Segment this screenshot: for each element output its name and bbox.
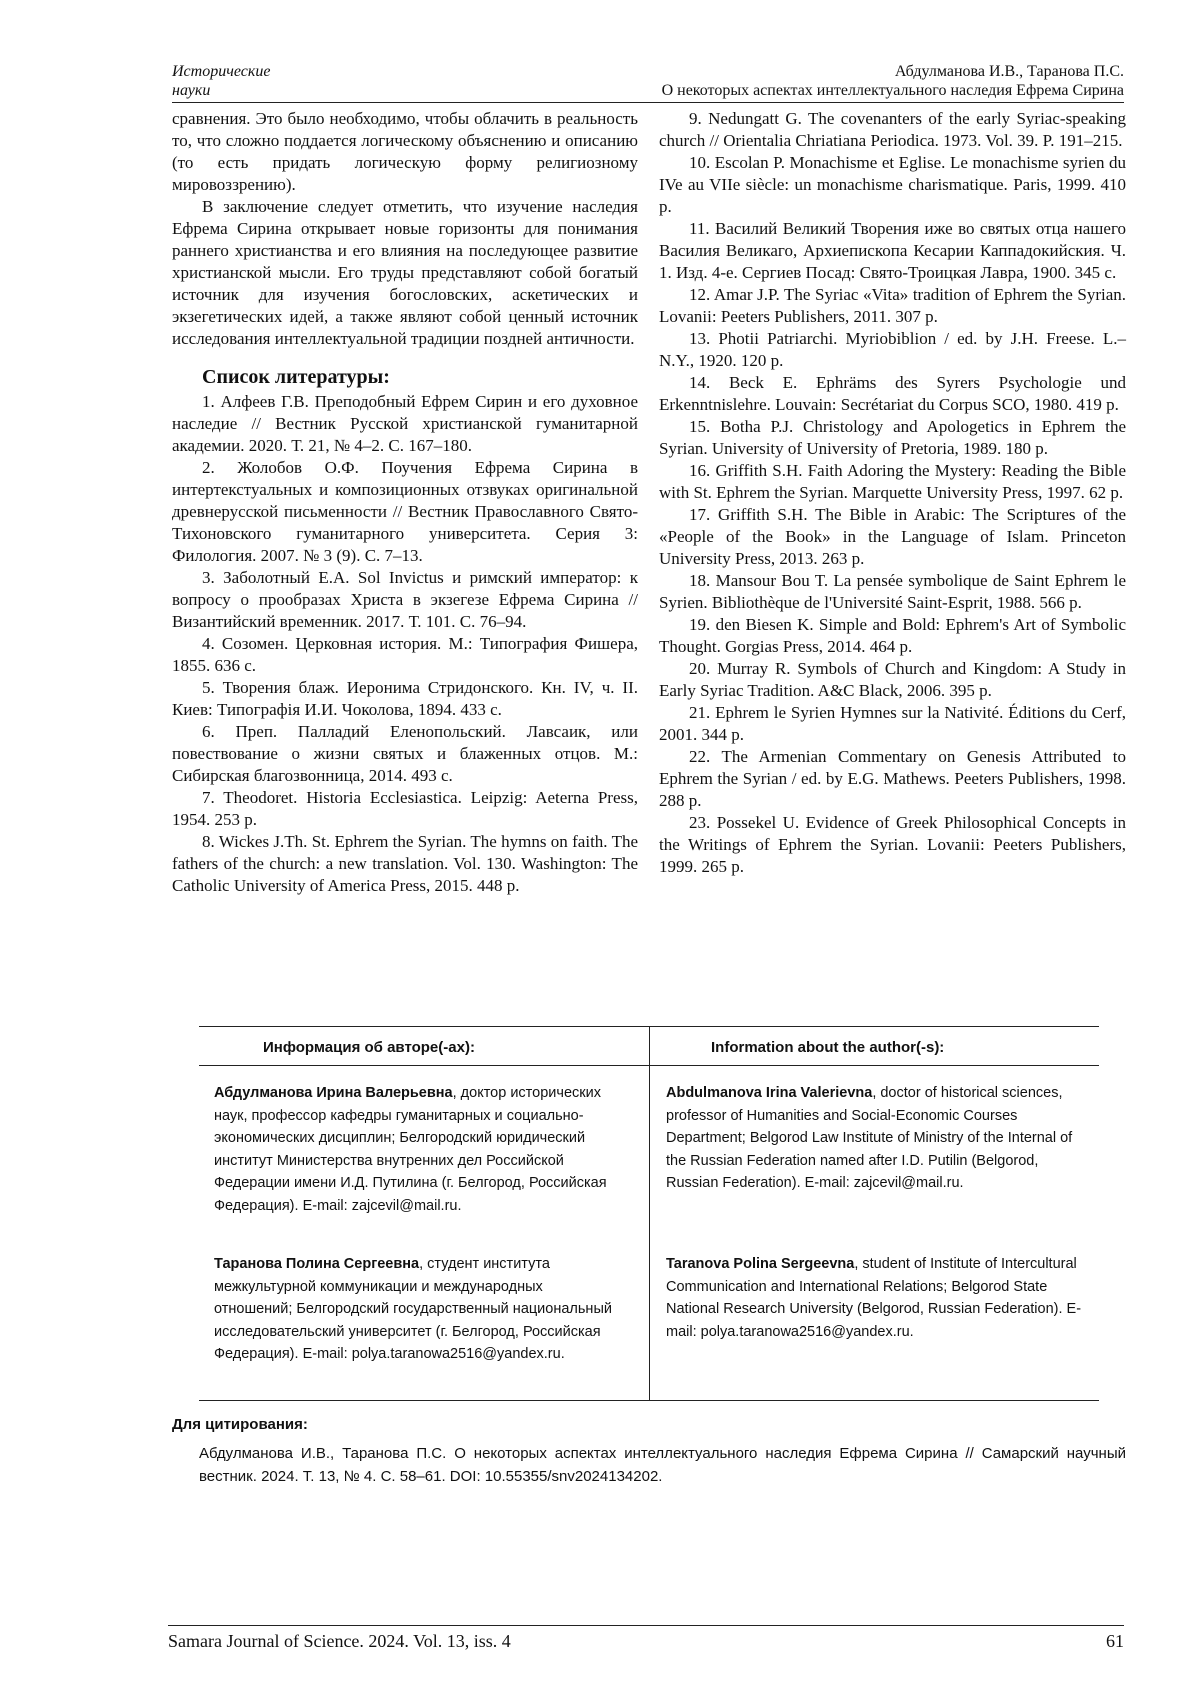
reference-item: 21. Ephrem le Syrien Hymnes sur la Nativité. Éditions du Cerf, 2001. 344 p.: [659, 702, 1126, 746]
body-paragraph: сравнения. Это было необходимо, чтобы облачить в реальность то, что сложно поддается логическому объяснению и описанию (то есть придать логическую форму религиозному мировоззрению).: [172, 108, 638, 196]
author-details: , доктор исторических наук, профессор кафедры гуманитарных и социально-экономических дисциплин; Белгородский юридический институт Министерства внутренних дел Российской Федерации имени И.Д. Путилина (г. Белгород, Российская Федерация). E-mail: zajcevil@mail.ru.: [214, 1085, 607, 1214]
reference-item: 18. Mansour Bou T. La pensée symbolique de Saint Ephrem le Syrien. Bibliothèque de l'Université Saint-Esprit, 1988. 566 p.: [659, 570, 1126, 614]
author-details: , student of Institute of Intercultural Communication and International Relations; Belgorod State National Research University (Belgorod, Russian Federation). E-mail: polya.taranowa2516@yandex.ru.: [666, 1256, 1081, 1340]
reference-item: 23. Possekel U. Evidence of Greek Philosophical Concepts in the Writings of Ephrem the Syrian. Lovanii: Peeters Publishers, 1999. 265 p.: [659, 812, 1126, 878]
reference-item: 5. Творения блаж. Иеронима Стридонского. Кн. IV, ч. II. Киев: Типографія И.И. Чоколова, 1894. 433 с.: [172, 677, 638, 721]
author-info-table: [199, 1026, 1099, 1401]
section-line-2: науки: [172, 81, 270, 100]
conclusion-paragraph: В заключение следует отметить, что изучение наследия Ефрема Сирина открывает новые горизонты для понимания раннего христианства и его влияния на последующее развитие христианской мысли. Его труды представляют собой богатый источник для изучения богословских, аскетических и экзегетических идей, а также являют собой ценный источник исследования интеллектуальной традиции поздней античности.: [172, 196, 638, 350]
table-column-divider: [649, 1027, 650, 1400]
author-details: , doctor of historical sciences, professor of Humanities and Social-Economic Courses Department; Belgorod Law Institute of Ministry of the Internal of the Russian Federation named after I.D. Putilin (Belgorod, Russian Federation). E-mail: zajcevil@mail.ru.: [666, 1085, 1072, 1191]
page-number: 61: [1106, 1631, 1124, 1652]
reference-item: 6. Преп. Палладий Еленопольский. Лавсаик, или повествование о жизни святых и блаженных отцов. М.: Сибирская благозвонница, 2014. 493 с.: [172, 721, 638, 787]
reference-item: 9. Nedungatt G. The covenanters of the early Syriac-speaking church // Orientalia Chriatiana Periodica. 1973. Vol. 39. P. 191–215.: [659, 108, 1126, 152]
reference-item: 11. Василий Великий Творения иже во святых отца нашего Василия Великаго, Архиепископа Кесарии Каппадокийския. Ч. 1. Изд. 4-е. Сергиев Посад: Свято-Троицкая Лавра, 1900. 345 с.: [659, 218, 1126, 284]
footer-journal: Samara Journal of Science. 2024. Vol. 13, iss. 4: [168, 1631, 511, 1652]
footer-divider: [168, 1625, 1124, 1626]
reference-item: 1. Алфеев Г.В. Преподобный Ефрем Сирин и его духовное наследие // Вестник Русской христианской гуманитарной академии. 2020. Т. 21, № 4–2. С. 167–180.: [172, 391, 638, 457]
left-column: [172, 108, 638, 897]
citation-text: Абдулманова И.В., Таранова П.С. О некоторых аспектах интеллектуального наследия Ефрема Сирина // Самарский научный вестник. 2024. Т. 13, № 4. С. 58–61. DOI: 10.55355/snv2024134202.: [199, 1442, 1126, 1488]
reference-item: 7. Theodoret. Historia Ecclesiastica. Leipzig: Aeterna Press, 1954. 253 p.: [172, 787, 638, 831]
running-header-section: [172, 62, 270, 100]
author-ru-2: [214, 1253, 614, 1366]
reference-item: 4. Созомен. Церковная история. М.: Типография Фишера, 1855. 636 с.: [172, 633, 638, 677]
reference-item: 14. Beck E. Ephräms des Syrers Psychologie und Erkenntnislehre. Louvain: Secrétariat du Corpus SCO, 1980. 419 p.: [659, 372, 1126, 416]
reference-item: 16. Griffith S.H. Faith Adoring the Mystery: Reading the Bible with St. Ephrem the Syrian. Marquette University Press, 1997. 62 p.: [659, 460, 1126, 504]
reference-item: 2. Жолобов О.Ф. Поучения Ефрема Сирина в интертекстуальных и композиционных отзвуках оригинальной древнерусской письменности // Вестник Православного Свято-Тихоновского гуманитарного университета. Серия 3: Филология. 2007. № 3 (9). С. 7–13.: [172, 457, 638, 567]
citation-heading: Для цитирования:: [172, 1416, 308, 1433]
author-name: Taranova Polina Sergeevna: [666, 1256, 854, 1272]
reference-item: 3. Заболотный Е.А. Sol Invictus и римский император: к вопросу о прообразах Христа в экзегезе Ефрема Сирина // Византийский временник. 2017. Т. 101. С. 76–94.: [172, 567, 638, 633]
references-heading: Список литературы:: [202, 365, 638, 389]
author-ru-1: [214, 1082, 614, 1217]
header-authors: Абдулманова И.В., Таранова П.С.: [662, 62, 1124, 81]
author-en-1: [666, 1082, 1086, 1195]
author-name: Abdulmanova Irina Valerievna: [666, 1085, 872, 1101]
table-header-divider: [199, 1065, 1099, 1066]
reference-item: 15. Botha P.J. Christology and Apologetics in Ephrem the Syrian. University of University of Pretoria, 1989. 180 p.: [659, 416, 1126, 460]
reference-item: 12. Amar J.P. The Syriac «Vita» tradition of Ephrem the Syrian. Lovanii: Peeters Publishers, 2011. 307 p.: [659, 284, 1126, 328]
reference-item: 20. Murray R. Symbols of Church and Kingdom: A Study in Early Syriac Tradition. A&C Black, 2006. 395 p.: [659, 658, 1126, 702]
journal-page: [0, 0, 1200, 1697]
header-article-title: О некоторых аспектах интеллектуального наследия Ефрема Сирина: [662, 81, 1124, 100]
author-info-heading-en: Information about the author(-s):: [711, 1037, 944, 1060]
author-name: Абдулманова Ирина Валерьевна: [214, 1085, 453, 1101]
reference-item: 17. Griffith S.H. The Bible in Arabic: The Scriptures of the «People of the Book» in the Language of Islam. Princeton University Press, 2013. 263 p.: [659, 504, 1126, 570]
header-divider: [172, 102, 1124, 103]
section-line-1: Исторические: [172, 62, 270, 81]
reference-item: 19. den Biesen K. Simple and Bold: Ephrem's Art of Symbolic Thought. Gorgias Press, 2014. 464 p.: [659, 614, 1126, 658]
author-name: Таранова Полина Сергеевна: [214, 1256, 419, 1272]
author-details: , студент института межкультурной коммуникации и международных отношений; Белгородский государственный национальный исследовательский университет (г. Белгород, Российская Федерация). E-mail: polya.taranowa2516@yandex.ru.: [214, 1256, 612, 1362]
reference-item: 10. Escolan P. Monachisme et Eglise. Le monachisme syrien du IVe au VIIe siècle: un monachisme charismatique. Paris, 1999. 410 p.: [659, 152, 1126, 218]
author-en-2: [666, 1253, 1086, 1343]
reference-item: 8. Wickes J.Th. St. Ephrem the Syrian. The hymns on faith. The fathers of the church: a new translation. Vol. 130. Washington: The Catholic University of America Press, 2015. 448 p.: [172, 831, 638, 897]
reference-item: 22. The Armenian Commentary on Genesis Attributed to Ephrem the Syrian / ed. by E.G. Mathews. Peeters Publishers, 1998. 288 p.: [659, 746, 1126, 812]
running-header-article: [662, 62, 1124, 100]
reference-item: 13. Photii Patriarchi. Myriobiblion / ed. by J.H. Freese. L.–N.Y., 1920. 120 p.: [659, 328, 1126, 372]
author-info-heading-ru: Информация об авторе(-ах):: [263, 1037, 475, 1060]
right-column: [659, 108, 1126, 878]
